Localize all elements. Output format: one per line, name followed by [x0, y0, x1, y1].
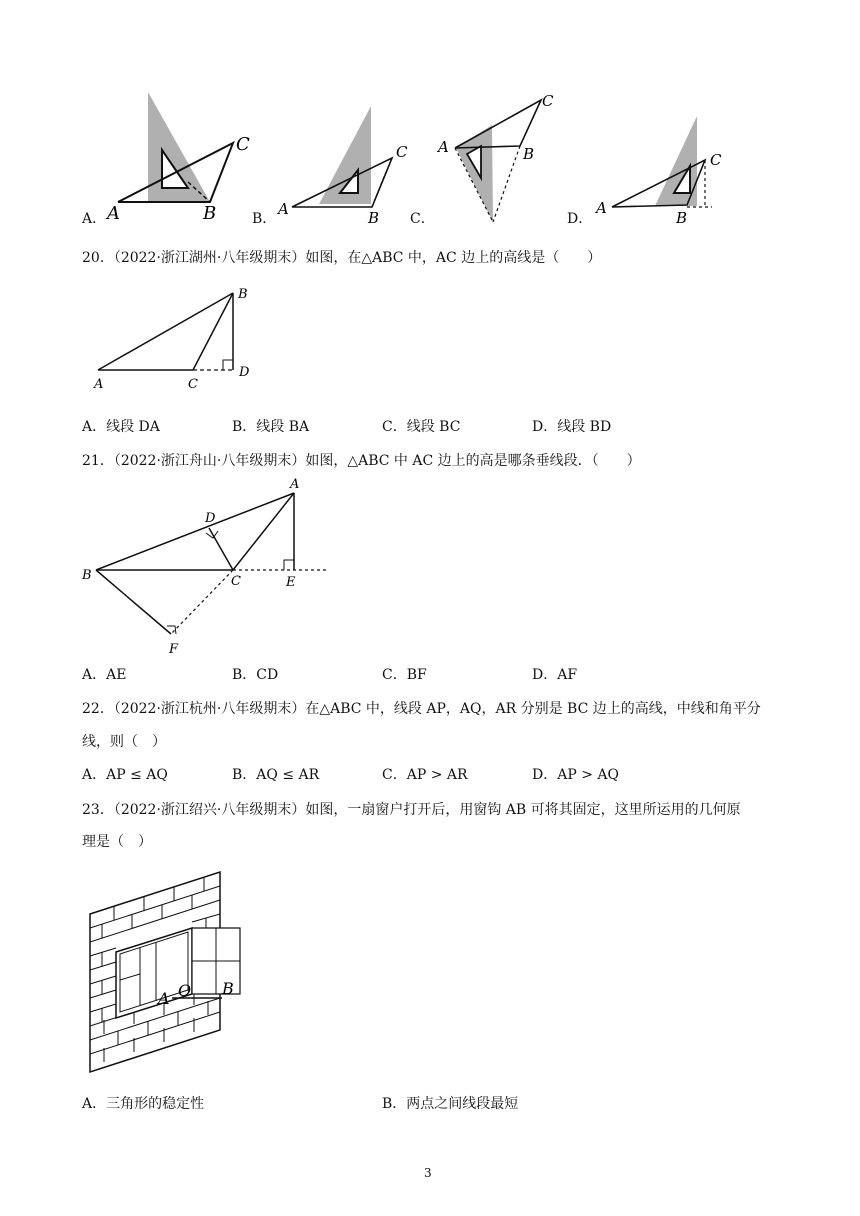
svg-text:A: A: [278, 200, 289, 218]
svg-text:C: C: [710, 151, 722, 169]
q22-option-d[interactable]: D．AP > AQ: [532, 767, 619, 783]
q20-option-c[interactable]: C．线段 BC: [382, 419, 461, 435]
q21-point-c: C: [231, 574, 241, 589]
q20-option-b[interactable]: B．线段 BA: [232, 419, 310, 435]
q19-figure-c: [436, 92, 554, 222]
svg-text:B: B: [676, 209, 688, 227]
q21-stem: 21．（2022·浙江舟山·八年级期末）如图，△ABC 中 AC 边上的高是哪条垂线段．（ ）: [82, 453, 641, 469]
q22-stem-line2: 线，则（ ）: [82, 734, 166, 750]
q21-option-d[interactable]: D．AF: [532, 667, 578, 683]
q23-point-a: A: [158, 989, 170, 1008]
q20-point-c: C: [188, 377, 198, 392]
svg-text:A: A: [438, 138, 449, 156]
q23-point-b: B: [222, 979, 234, 998]
svg-text:B: B: [203, 203, 217, 224]
q22-option-a[interactable]: A．AP ≤ AQ: [82, 767, 168, 783]
q23-option-a[interactable]: A．三角形的稳定性: [82, 1096, 205, 1112]
q21-point-b: B: [82, 568, 92, 583]
q19-option-b-label: B．: [252, 211, 277, 227]
q21-point-f: F: [169, 642, 179, 657]
q19-figure-d: [594, 116, 722, 227]
svg-text:C: C: [396, 143, 408, 161]
q21-option-b[interactable]: B．CD: [232, 667, 279, 683]
q20-stem: 20．（2022·浙江湖州·八年级期末）如图，在△ABC 中，AC 边上的高线是（ ）: [82, 250, 602, 266]
q19-figure-a: [105, 92, 250, 224]
q19-option-a-label: A．: [82, 211, 107, 227]
q20-point-d: D: [239, 365, 250, 380]
q23-point-o: O: [178, 981, 192, 1000]
svg-text:B: B: [523, 145, 535, 163]
q22-stem-line1: 22．（2022·浙江杭州·八年级期末）在△ABC 中，线段 AP，AQ，AR 分别是 BC 边上的高线，中线和角平分: [82, 701, 761, 717]
q19-option-c-label: C．: [410, 211, 435, 227]
svg-text:A: A: [596, 199, 607, 217]
q20-option-d[interactable]: D．线段 BD: [532, 419, 612, 435]
q20-point-a: A: [94, 377, 104, 392]
svg-text:A: A: [107, 203, 120, 224]
q21-figure: [78, 476, 338, 661]
q23-option-b[interactable]: B．两点之间线段最短: [382, 1096, 519, 1112]
q23-figure-window: [84, 870, 264, 1075]
q21-point-a: A: [290, 477, 300, 492]
q21-option-c[interactable]: C．BF: [382, 667, 427, 683]
page-number: 3: [424, 1166, 432, 1180]
q23-stem-line2: 理是（ ）: [82, 834, 152, 850]
svg-text:C: C: [542, 92, 554, 110]
q19-figures: [0, 80, 860, 230]
q21-point-e: E: [286, 575, 296, 590]
q21-option-a[interactable]: A．AE: [82, 667, 127, 683]
svg-text:B: B: [368, 209, 380, 227]
q21-point-d: D: [205, 511, 216, 526]
q20-figure: [80, 285, 280, 395]
q20-point-b: B: [238, 287, 248, 302]
q19-figure-b: [276, 106, 408, 227]
svg-text:C: C: [236, 134, 250, 155]
q22-option-b[interactable]: B．AQ ≤ AR: [232, 767, 320, 783]
q22-option-c[interactable]: C．AP > AR: [382, 767, 468, 783]
q23-stem-line1: 23．（2022·浙江绍兴·八年级期末）如图，一扇窗户打开后，用窗钩 AB 可将其固定，这里所运用的几何原: [82, 802, 741, 818]
q19-option-d-label: D．: [567, 211, 593, 227]
q20-option-a[interactable]: A．线段 DA: [82, 419, 160, 435]
